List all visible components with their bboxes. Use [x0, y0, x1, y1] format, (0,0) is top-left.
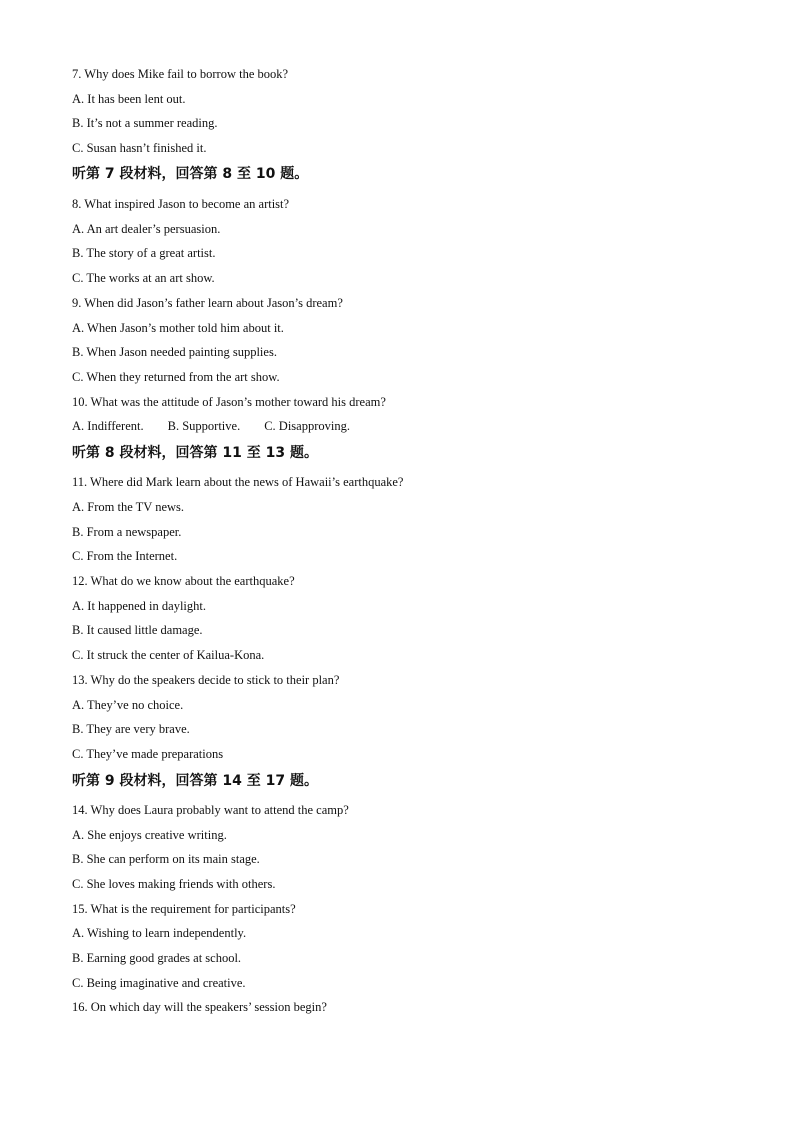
option-7b: B. It’s not a summer reading.	[72, 116, 218, 130]
option-9c: C. When they returned from the art show.	[72, 370, 280, 384]
option-8b: B. The story of a great artist.	[72, 246, 216, 260]
option-13a: A. They’ve no choice.	[72, 698, 184, 712]
question-10: 10. What was the attitude of Jason’s mother toward his dream?	[72, 395, 386, 409]
question-8: 8. What inspired Jason to become an artist?	[72, 197, 290, 211]
section-heading-9: 听第 9 段材料，回答第 14 至 17 题。	[72, 773, 318, 789]
question-13: 13. Why do the speakers decide to stick to their plan?	[72, 673, 340, 687]
question-14: 14. Why does Laura probably want to attend the camp?	[72, 803, 349, 817]
option-7a: A. It has been lent out.	[72, 92, 186, 106]
option-7c: C. Susan hasn’t finished it.	[72, 141, 207, 155]
option-12c: C. It struck the center of Kailua-Kona.	[72, 648, 265, 662]
option-15c: C. Being imaginative and creative.	[72, 976, 246, 990]
question-16: 16. On which day will the speakers’ session begin?	[72, 1000, 327, 1014]
option-15a: A. Wishing to learn independently.	[72, 926, 247, 940]
option-14a: A. She enjoys creative writing.	[72, 828, 227, 842]
option-10b: B. Supportive.	[167, 419, 241, 433]
question-7: 7. Why does Mike fail to borrow the book?	[72, 67, 289, 81]
question-11: 11. Where did Mark learn about the news of Hawaii’s earthquake?	[72, 475, 404, 489]
option-12a: A. It happened in daylight.	[72, 599, 206, 613]
option-10a: A. Indifferent.	[72, 419, 144, 433]
section-heading-8: 听第 8 段材料，回答第 11 至 13 题。	[72, 445, 318, 461]
options-10	[72, 418, 350, 434]
option-10c: C. Disapproving.	[264, 419, 350, 433]
option-8a: A. An art dealer’s persuasion.	[72, 222, 221, 236]
option-13c: C. They’ve made preparations	[72, 747, 224, 761]
option-11b: B. From a newspaper.	[72, 525, 182, 539]
option-13b: B. They are very brave.	[72, 722, 190, 736]
option-11c: C. From the Internet.	[72, 549, 178, 563]
question-9: 9. When did Jason’s father learn about Jason’s dream?	[72, 296, 343, 310]
question-15: 15. What is the requirement for participants?	[72, 902, 296, 916]
option-9b: B. When Jason needed painting supplies.	[72, 345, 277, 359]
option-14c: C. She loves making friends with others.	[72, 877, 276, 891]
option-8c: C. The works at an art show.	[72, 271, 215, 285]
section-heading-7: 听第 7 段材料，回答第 8 至 10 题。	[72, 166, 309, 182]
option-14b: B. She can perform on its main stage.	[72, 852, 260, 866]
option-15b: B. Earning good grades at school.	[72, 951, 242, 965]
option-12b: B. It caused little damage.	[72, 623, 203, 637]
option-11a: A. From the TV news.	[72, 500, 185, 514]
option-9a: A. When Jason’s mother told him about it.	[72, 321, 284, 335]
question-12: 12. What do we know about the earthquake?	[72, 574, 295, 588]
